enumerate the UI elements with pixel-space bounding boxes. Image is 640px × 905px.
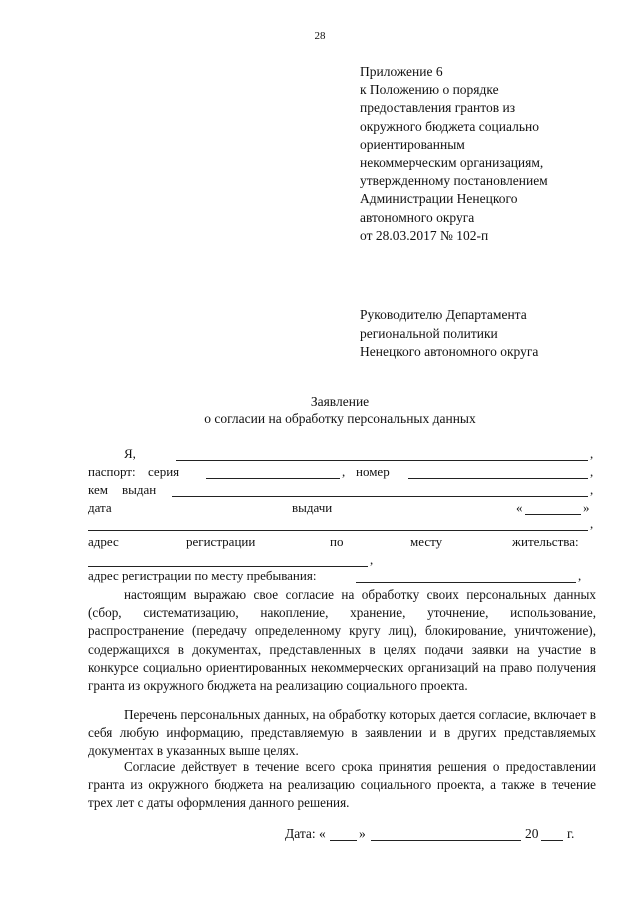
year-suffix: г. xyxy=(567,826,575,841)
issue-date-continuation-row xyxy=(88,516,598,534)
passport-series-field[interactable] xyxy=(206,465,340,479)
comma: , xyxy=(590,482,594,497)
date-quote-close: » xyxy=(359,826,366,841)
appendix-line: от 28.03.2017 № 102-п xyxy=(360,227,489,243)
date-row-label: Дата: « xyxy=(285,826,326,841)
addressee-line: Ненецкого автономного округа xyxy=(360,344,539,359)
name-row xyxy=(88,446,598,464)
full-name-field[interactable] xyxy=(176,447,588,461)
issue-day-field[interactable] xyxy=(525,501,581,515)
quote-open: « xyxy=(516,500,523,515)
appendix-line: Приложение 6 xyxy=(360,64,443,79)
appendix-line: утвержденному постановлением xyxy=(360,173,548,189)
data-list-paragraph: Перечень персональных данных, на обработку которых дается согласие, включает в себя любую информацию, представляемую в заявлении и в других представляемых документах в указанных выше целях. xyxy=(88,707,596,759)
residence-address-row xyxy=(88,534,598,552)
comma: , xyxy=(370,552,374,567)
passport-label: паспорт: xyxy=(88,464,136,479)
comma: , xyxy=(578,568,582,583)
address-word: регистрации xyxy=(186,534,256,549)
issued-by-field[interactable] xyxy=(172,483,588,497)
date-day-field[interactable] xyxy=(330,827,357,841)
title-line-2: о согласии на обработку персональных данных xyxy=(204,411,476,426)
issued-by-label-2: выдан xyxy=(122,482,157,497)
stay-address-label: адрес регистрации по месту пребывания: xyxy=(88,568,317,583)
address-word: месту xyxy=(410,534,443,549)
address-word: жительства: xyxy=(512,534,579,549)
passport-number-field[interactable] xyxy=(408,465,588,479)
year-prefix: 20 xyxy=(525,826,539,841)
i-label: Я, xyxy=(124,446,136,461)
residence-address-field[interactable] xyxy=(88,553,368,567)
issue-date-continuation-field[interactable] xyxy=(88,517,588,531)
addressee-line: региональной политики xyxy=(360,325,498,341)
date-label: дата xyxy=(88,500,112,515)
number-label: номер xyxy=(356,464,390,479)
addressee-line: Руководителю Департамента xyxy=(360,307,527,322)
signature-date-row xyxy=(285,826,585,844)
title-line-1: Заявление xyxy=(310,394,370,409)
issued-by-row xyxy=(88,482,598,500)
address-word: адрес xyxy=(88,534,119,549)
stay-address-row xyxy=(88,568,598,586)
quote-close: » xyxy=(583,500,590,515)
appendix-header xyxy=(360,63,600,245)
validity-paragraph: Согласие действует в течение всего срока принятия решения о предоставлении гранта из окружного бюджета на реализацию социального проекта, а также в течение трех лет с даты оформления данного решения. xyxy=(88,759,596,811)
appendix-line: предоставления грантов из xyxy=(360,100,516,116)
consent-paragraph: настоящим выражаю свое согласие на обработку своих персональных данных (сбор, систематизацию, накопление, хранение, уточнение, использование, распространение (передачу определенному кругу лиц), блокирование, уничтожение), содержащихся в документах, представленных в целях подачи заявки на участие в конкурсе социально ориентированных некоммерческих организаций на право получения гранта из окружного бюджета на реализацию социального проекта. xyxy=(88,587,596,694)
date-year-field[interactable] xyxy=(541,827,563,841)
date-month-field[interactable] xyxy=(371,827,521,841)
issued-by-label: кем xyxy=(88,482,108,497)
appendix-line: к Положению о порядке xyxy=(360,82,499,98)
passport-row xyxy=(88,464,598,482)
comma: , xyxy=(590,516,594,531)
appendix-line: некоммерческим организациям, xyxy=(360,155,544,171)
appendix-line: Администрации Ненецкого xyxy=(360,191,518,207)
comma: , xyxy=(590,464,594,479)
appendix-line: ориентированным xyxy=(360,136,465,152)
issue-label: выдачи xyxy=(292,500,333,515)
stay-address-field[interactable] xyxy=(356,569,576,583)
comma: , xyxy=(590,446,594,461)
addressee-block xyxy=(360,306,610,362)
document-title xyxy=(0,393,640,427)
appendix-line: окружного бюджета социально xyxy=(360,118,539,134)
address-word: по xyxy=(330,534,344,549)
appendix-line: автономного округа xyxy=(360,209,475,225)
page-number: 28 xyxy=(314,30,326,42)
comma: , xyxy=(342,464,346,479)
series-label: серия xyxy=(148,464,180,479)
